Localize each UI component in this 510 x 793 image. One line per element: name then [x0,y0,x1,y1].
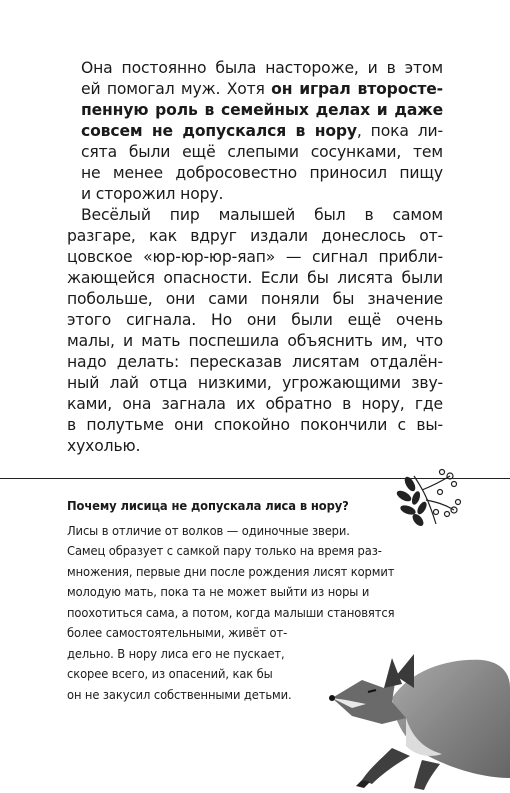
text-line: ками, она загнала их обратно в нору, где [67,395,443,413]
info-line: более самостоятельными, живёт от- [67,626,288,641]
paragraph-1 [67,58,443,205]
text-line: цовское «юр-юр-юр-яап» — сигнал прибли- [67,248,443,266]
text-line: этого сигнала. Но они были ещё очень [67,311,443,329]
info-line: скорее всего, из опасений, как бы [67,667,273,682]
paragraph-2 [67,205,443,457]
text-line: ный лай отца низкими, угрожающими зву- [67,374,443,392]
text-line: не менее добросовестно приносил пищу [81,164,443,182]
text-line [67,100,443,121]
text-line: в полутьме они спокойно покончили с вы- [67,416,443,434]
fox-illustration [322,628,510,793]
text-line: малы, и мать поспешила объяснить им, что [67,332,443,350]
text-line: побольше, они сами поняли бы значение [67,290,443,308]
info-line: дельно. В нору лиса его не пускает, [67,646,285,662]
info-line: множения, первые дни после рождения лисят кормит [67,564,395,580]
text-line: разгаре, как вдруг издали донеслось от- [67,227,443,245]
info-line: Лисы в отличие от волков — одиночные звери. [67,523,350,539]
bold-emphasis: пенную роль в семейных делах и даже [81,101,443,119]
info-question: Почему лисица не допускала лиса в нору? [67,499,349,514]
info-line: молодую мать, пока та не может выйти из норы и [67,585,370,600]
bold-emphasis: совсем не допускался в нору [81,122,357,140]
text-line: Она постоянно была настороже, и в этом [81,59,443,77]
text-line: и сторожил нору. [81,185,224,203]
text-line: совсем не допускался в нору, пока ли- [81,122,443,140]
text-line: надо делать: пересказав лисятам отдалён- [67,353,443,371]
info-line: Самец образует с самкой пару только на время раз- [67,544,382,559]
text-line: хухолью. [67,437,141,455]
main-text [67,58,443,457]
text-line: сята были ещё слепыми сосунками, тем [81,143,443,161]
text-line: ей помогал муж. Хотя он играл второсте- [81,80,443,98]
text-line: жающейся опасности. Если бы лисята были [67,269,443,287]
info-line: поохотиться сама, а потом, когда малыши становятся [67,605,395,621]
bold-emphasis: он играл второсте- [271,80,443,98]
info-line: он не закусил собственными детьми. [67,687,292,703]
text-line: Весёлый пир малышей был в самом [81,206,443,224]
